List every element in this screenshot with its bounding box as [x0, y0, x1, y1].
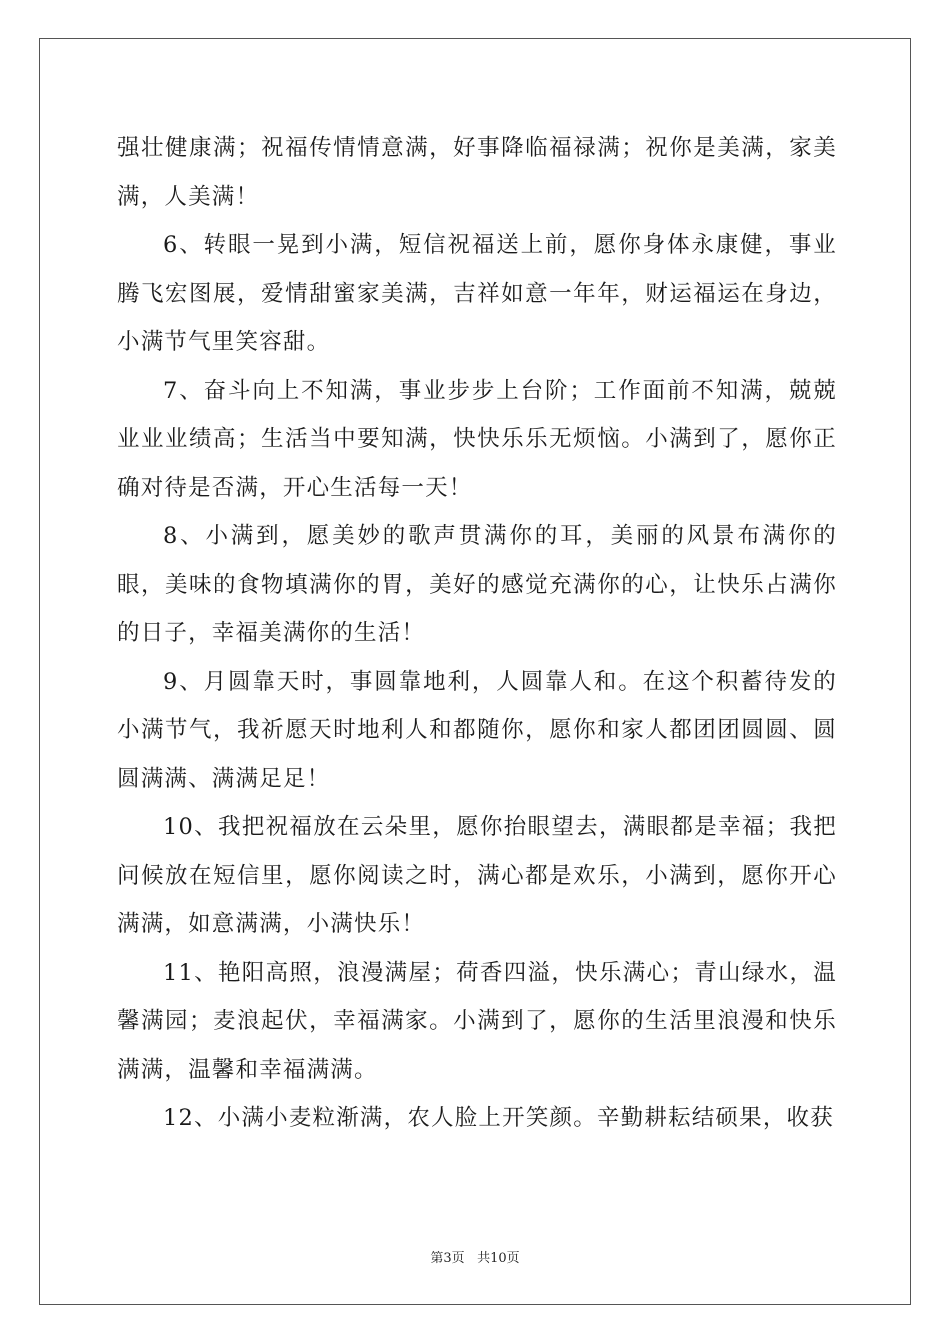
page-number: 第3页: [430, 1251, 465, 1266]
page-total: 共10页: [477, 1251, 520, 1266]
paragraph-7: 7、奋斗向上不知满，事业步步上台阶；工作面前不知满，兢兢业业业绩高；生活当中要知满，快快乐乐无烦恼。小满到了，愿你正确对待是否满，开心生活每一天！: [117, 377, 837, 501]
page-footer: [0, 1247, 950, 1266]
document-body: [117, 124, 837, 1143]
paragraph-6: 6、转眼一晃到小满，短信祝福送上前，愿你身体永康健，事业腾飞宏图展，爱情甜蜜家美满，吉祥如意一年年，财运福运在身边，小满节气里笑容甜。: [117, 232, 837, 355]
paragraph-1: 强壮健康满；祝福传情情意满，好事降临福禄满；祝你是美满，家美满，人美满！: [117, 135, 837, 210]
paragraph-12: 12、小满小麦粒渐满，农人脸上开笑颜。辛勤耕耘结硕果，收获: [163, 1105, 834, 1131]
paragraph-9: 9、月圆靠天时，事圆靠地利，人圆靠人和。在这个积蓄待发的小满节气，我祈愿天时地利人和都随你，愿你和家人都团团圆圆、圆圆满满、满满足足！: [117, 668, 837, 792]
paragraph-10: 10、我把祝福放在云朵里，愿你抬眼望去，满眼都是幸福；我把问候放在短信里，愿你阅读之时，满心都是欢乐，小满到，愿你开心满满，如意满满，小满快乐！: [117, 814, 837, 937]
paragraph-8: 8、小满到，愿美妙的歌声贯满你的耳，美丽的风景布满你的眼，美味的食物填满你的胃，美好的感觉充满你的心，让快乐占满你的日子，幸福美满你的生活！: [117, 523, 837, 646]
paragraph-11: 11、艳阳高照，浪漫满屋；荷香四溢，快乐满心；青山绿水，温馨满园；麦浪起伏，幸福满家。小满到了，愿你的生活里浪漫和快乐满满，温馨和幸福满满。: [117, 959, 837, 1083]
